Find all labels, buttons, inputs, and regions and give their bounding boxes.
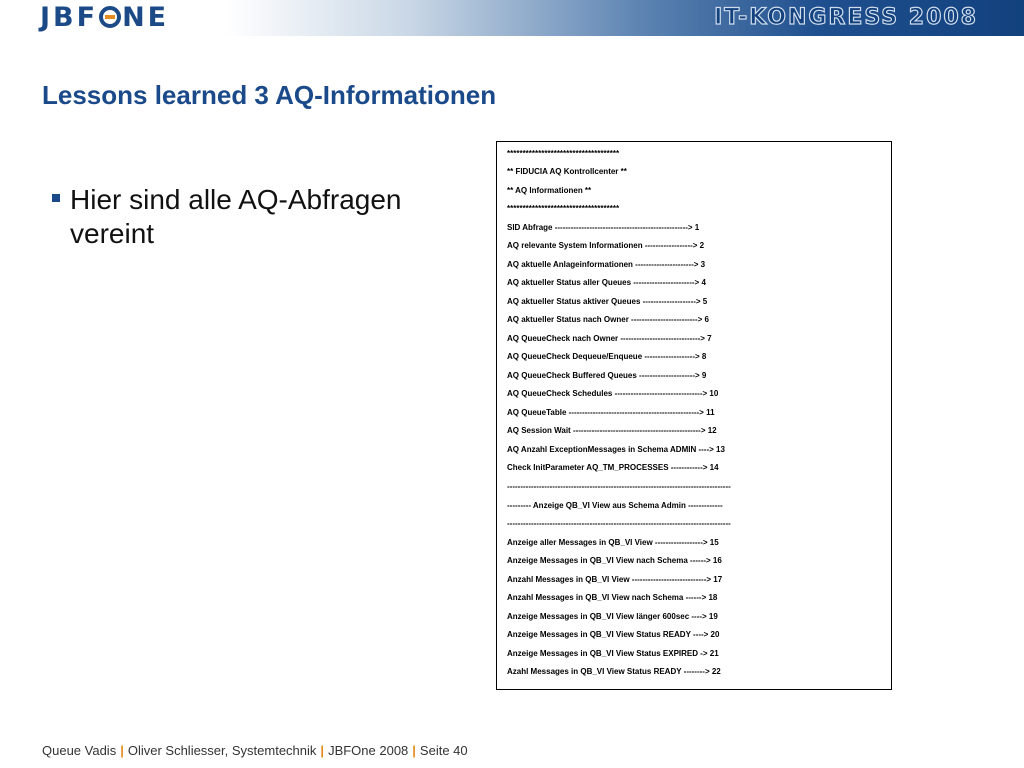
- code-line: Check InitParameter AQ_TM_PROCESSES ------------> 14: [507, 463, 719, 472]
- code-line: ------------------------------------------------------------------------------------: [507, 482, 731, 491]
- code-line: Anzeige aller Messages in QB_VI View ------------------> 15: [507, 538, 719, 547]
- bullet-text: Hier sind alle AQ-Abfragen vereint: [70, 184, 402, 249]
- code-line: Anzahl Messages in QB_VI View nach Schema ------> 18: [507, 593, 718, 602]
- code-line: SID Abfrage --------------------------------------------------> 1: [507, 223, 700, 232]
- code-line: AQ QueueCheck nach Owner ------------------------------> 7: [507, 334, 712, 343]
- code-line: ************************************: [507, 204, 620, 213]
- logo-text-right: NE: [122, 2, 170, 33]
- code-line: AQ Anzahl ExceptionMessages in Schema ADMIN ----> 13: [507, 445, 725, 454]
- footer-separator: |: [412, 743, 416, 758]
- code-line: ************************************: [507, 149, 620, 158]
- footer-part-2: Oliver Schliesser, Systemtechnik: [127, 743, 317, 758]
- code-line: ------------------------------------------------------------------------------------: [507, 519, 731, 528]
- code-line: AQ QueueCheck Buffered Queues ---------------------> 9: [507, 371, 707, 380]
- code-line: Azahl Messages in QB_VI View Status READY --------> 22: [507, 667, 721, 676]
- code-line: Anzeige Messages in QB_VI View länger 600sec ----> 19: [507, 612, 718, 621]
- footer: [42, 743, 468, 758]
- footer-page-number: Seite 40: [419, 743, 468, 758]
- footer-separator: |: [320, 743, 325, 758]
- code-line: AQ QueueTable -------------------------------------------------> 11: [507, 408, 715, 417]
- aq-menu-listing: [496, 141, 892, 690]
- code-line: Anzahl Messages in QB_VI View ----------------------------> 17: [507, 575, 723, 584]
- code-line: AQ aktueller Status aller Queues -----------------------> 4: [507, 278, 706, 287]
- footer-part-1: Queue Vadis: [42, 743, 117, 758]
- code-line: AQ relevante System Informationen ------------------> 2: [507, 241, 705, 250]
- jbfone-logo: [40, 4, 169, 32]
- code-line: Anzeige Messages in QB_VI View nach Schema ------> 16: [507, 556, 722, 565]
- code-line: AQ QueueCheck Dequeue/Enqueue -------------------> 8: [507, 352, 707, 361]
- footer-part-3: JBFOne 2008: [328, 743, 409, 758]
- logo-o-mark-icon: [99, 6, 121, 28]
- code-line: AQ Session Wait ------------------------------------------------> 12: [507, 426, 717, 435]
- code-line: AQ aktuelle Anlageinformationen ----------------------> 3: [507, 260, 706, 269]
- code-line: ** FIDUCIA AQ Kontrollcenter **: [507, 167, 627, 176]
- footer-separator: |: [120, 743, 124, 758]
- code-line: Anzeige Messages in QB_VI View Status READY ----> 20: [507, 630, 720, 639]
- slide-title: Lessons learned 3 AQ-Informationen: [42, 80, 497, 110]
- code-line: AQ aktueller Status nach Owner -------------------------> 6: [507, 315, 709, 324]
- code-line: Anzeige Messages in QB_VI View Status EXPIRED -> 21: [507, 649, 719, 658]
- bullet-square-icon: [52, 194, 60, 202]
- logo-text-left: JBF: [40, 2, 99, 33]
- event-title: IT-KONGRESS 2008: [714, 5, 978, 30]
- code-line: ** AQ Informationen **: [507, 186, 592, 195]
- code-line: AQ aktueller Status aktiver Queues --------------------> 5: [507, 297, 708, 306]
- code-line: --------- Anzeige QB_VI View aus Schema Admin -------------: [507, 501, 723, 510]
- bullet-point: [52, 183, 432, 251]
- code-line: AQ QueueCheck Schedules ---------------------------------> 10: [507, 389, 719, 398]
